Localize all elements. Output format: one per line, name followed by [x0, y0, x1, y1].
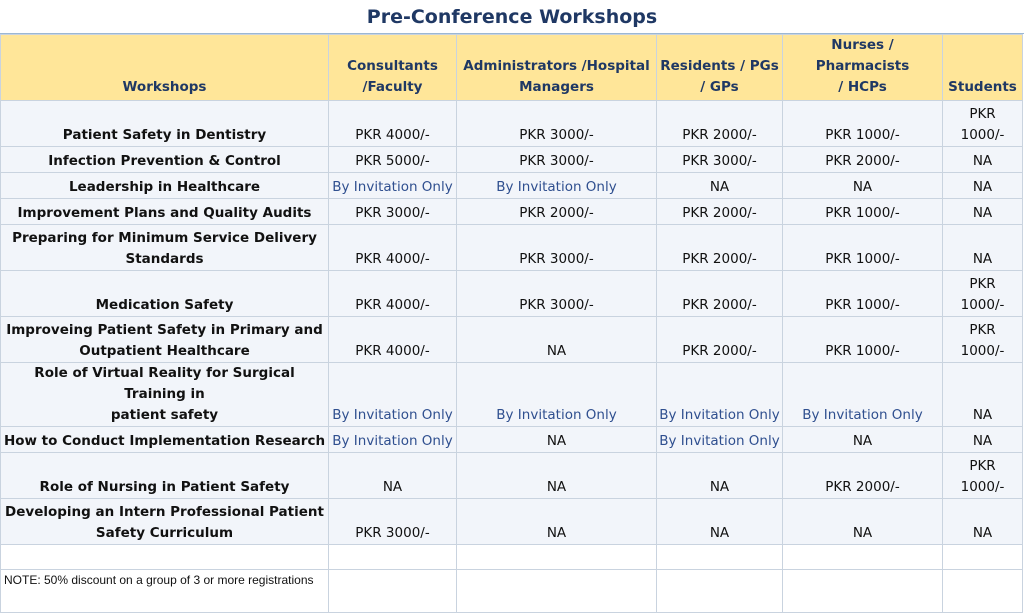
students-fee-line: PKR	[969, 322, 996, 338]
administrators-fee-cell[interactable]: NA	[457, 499, 657, 545]
students-fee-cell[interactable]	[943, 427, 1023, 453]
workshop-name-cell[interactable]	[1, 199, 329, 225]
discount-note[interactable]: NOTE: 50% discount on a group of 3 or more registrations	[1, 570, 329, 613]
students-fee-line: 1000/-	[960, 127, 1005, 143]
header-row	[1, 35, 1023, 101]
students-fee-cell[interactable]	[943, 173, 1023, 199]
administrators-fee-cell[interactable]: NA	[457, 317, 657, 363]
page-title: Pre-Conference Workshops	[0, 0, 1024, 34]
nurses-fee-cell[interactable]: NA	[783, 427, 943, 453]
students-fee-cell[interactable]	[943, 101, 1023, 147]
consultants-fee-cell[interactable]: By Invitation Only	[329, 173, 457, 199]
cell[interactable]	[329, 570, 457, 613]
students-fee-cell[interactable]	[943, 147, 1023, 173]
workshop-fee-table	[0, 34, 1023, 613]
table-row	[1, 199, 1023, 225]
header-nurses: Nurses / Pharmacists / HCPs	[783, 35, 943, 101]
residents-fee-cell[interactable]: NA	[657, 173, 783, 199]
nurses-fee-cell[interactable]: PKR 1000/-	[783, 317, 943, 363]
consultants-fee-cell[interactable]: PKR 4000/-	[329, 225, 457, 271]
students-fee-line: 1000/-	[960, 297, 1005, 313]
workshop-name-line: How to Conduct Implementation Research	[3, 433, 326, 449]
residents-fee-cell[interactable]: By Invitation Only	[657, 363, 783, 427]
students-fee-line: NA	[972, 179, 993, 195]
students-fee-line: PKR	[969, 458, 996, 474]
students-fee-line: 1000/-	[960, 343, 1005, 359]
residents-fee-cell[interactable]: PKR 2000/-	[657, 199, 783, 225]
students-fee-line: NA	[972, 153, 993, 169]
workshop-name-line: Role of Virtual Reality for Surgical Training in	[34, 365, 295, 402]
header-students: Students	[943, 35, 1023, 101]
workshop-name-cell[interactable]	[1, 363, 329, 427]
table-body	[1, 101, 1023, 545]
workshop-name-line: Outpatient Healthcare	[79, 343, 250, 359]
table-row	[1, 453, 1023, 499]
nurses-fee-cell[interactable]: PKR 2000/-	[783, 147, 943, 173]
workshop-name-line: patient safety	[110, 407, 219, 423]
students-fee-line: PKR	[969, 276, 996, 292]
cell[interactable]	[657, 545, 783, 570]
consultants-fee-cell[interactable]: PKR 4000/-	[329, 101, 457, 147]
workshop-name-line: Improvement Plans and Quality Audits	[17, 205, 312, 221]
residents-fee-cell[interactable]: PKR 2000/-	[657, 317, 783, 363]
cell[interactable]	[783, 545, 943, 570]
cell[interactable]	[457, 570, 657, 613]
table-row	[1, 363, 1023, 427]
students-fee-line: NA	[972, 205, 993, 221]
students-fee-cell[interactable]	[943, 499, 1023, 545]
workshop-name-cell[interactable]	[1, 499, 329, 545]
cell[interactable]	[943, 570, 1023, 613]
students-fee-cell[interactable]	[943, 199, 1023, 225]
workshop-name-cell[interactable]	[1, 427, 329, 453]
nurses-fee-cell[interactable]: PKR 1000/-	[783, 271, 943, 317]
residents-fee-cell[interactable]: By Invitation Only	[657, 427, 783, 453]
workshop-name-line: Safety Curriculum	[95, 525, 234, 541]
nurses-fee-cell[interactable]: By Invitation Only	[783, 363, 943, 427]
table-row	[1, 173, 1023, 199]
consultants-fee-cell[interactable]: PKR 5000/-	[329, 147, 457, 173]
workshop-name-cell[interactable]	[1, 225, 329, 271]
residents-fee-cell[interactable]: NA	[657, 499, 783, 545]
consultants-fee-cell[interactable]: By Invitation Only	[329, 427, 457, 453]
nurses-fee-cell[interactable]: NA	[783, 499, 943, 545]
cell[interactable]	[1, 545, 329, 570]
consultants-fee-cell[interactable]: PKR 4000/-	[329, 271, 457, 317]
workshop-name-line: Leadership in Healthcare	[68, 179, 261, 195]
students-fee-line: 1000/-	[960, 479, 1005, 495]
workshop-name-cell[interactable]	[1, 101, 329, 147]
students-fee-line: NA	[972, 525, 993, 541]
table-row	[1, 271, 1023, 317]
table-row	[1, 147, 1023, 173]
students-fee-cell[interactable]	[943, 271, 1023, 317]
cell[interactable]	[943, 545, 1023, 570]
workshop-name-cell[interactable]	[1, 173, 329, 199]
table-row	[1, 225, 1023, 271]
workshop-name-line: Improveing Patient Safety in Primary and	[6, 322, 323, 338]
nurses-fee-cell[interactable]: PKR 2000/-	[783, 453, 943, 499]
workshop-name-line: Preparing for Minimum Service Delivery	[12, 230, 317, 246]
note-row	[1, 570, 1023, 613]
residents-fee-cell[interactable]: PKR 3000/-	[657, 147, 783, 173]
cell[interactable]	[457, 545, 657, 570]
residents-fee-cell[interactable]: PKR 2000/-	[657, 271, 783, 317]
workshop-name-line: Developing an Intern Professional Patient	[5, 504, 324, 520]
table-row	[1, 427, 1023, 453]
administrators-fee-cell[interactable]: PKR 3000/-	[457, 101, 657, 147]
header-administrators: Administrators /Hospital Managers	[457, 35, 657, 101]
administrators-fee-cell[interactable]: NA	[457, 427, 657, 453]
residents-fee-cell[interactable]: NA	[657, 453, 783, 499]
header-residents: Residents / PGs / GPs	[657, 35, 783, 101]
header-workshops: Workshops	[1, 35, 329, 101]
consultants-fee-cell[interactable]: PKR 3000/-	[329, 199, 457, 225]
administrators-fee-cell[interactable]: PKR 3000/-	[457, 147, 657, 173]
consultants-fee-cell[interactable]: PKR 4000/-	[329, 317, 457, 363]
cell[interactable]	[329, 545, 457, 570]
nurses-fee-cell[interactable]: PKR 1000/-	[783, 225, 943, 271]
workshop-name-cell[interactable]	[1, 147, 329, 173]
header-consultants: Consultants /Faculty	[329, 35, 457, 101]
consultants-fee-cell[interactable]: NA	[329, 453, 457, 499]
workshop-name-line: Infection Prevention & Control	[48, 153, 281, 169]
students-fee-cell[interactable]	[943, 225, 1023, 271]
workshop-name-cell[interactable]	[1, 271, 329, 317]
students-fee-line: NA	[972, 407, 993, 423]
table-row	[1, 101, 1023, 147]
students-fee-cell[interactable]	[943, 317, 1023, 363]
students-fee-line: PKR	[969, 106, 996, 122]
consultants-fee-cell[interactable]: By Invitation Only	[329, 363, 457, 427]
students-fee-line: NA	[972, 433, 993, 449]
table-row	[1, 317, 1023, 363]
consultants-fee-cell[interactable]: PKR 3000/-	[329, 499, 457, 545]
residents-fee-cell[interactable]: PKR 2000/-	[657, 225, 783, 271]
administrators-fee-cell[interactable]: By Invitation Only	[457, 363, 657, 427]
workshop-name-line: Patient Safety in Dentistry	[62, 127, 267, 143]
workshop-name-line: Medication Safety	[95, 297, 234, 313]
nurses-fee-cell[interactable]: NA	[783, 173, 943, 199]
nurses-fee-cell[interactable]: PKR 1000/-	[783, 101, 943, 147]
cell[interactable]	[783, 570, 943, 613]
administrators-fee-cell[interactable]: PKR 3000/-	[457, 271, 657, 317]
workshop-name-line: Role of Nursing in Patient Safety	[39, 479, 290, 495]
administrators-fee-cell[interactable]: By Invitation Only	[457, 173, 657, 199]
students-fee-cell[interactable]	[943, 453, 1023, 499]
workshop-name-cell[interactable]	[1, 453, 329, 499]
nurses-fee-cell[interactable]: PKR 1000/-	[783, 199, 943, 225]
blank-row	[1, 545, 1023, 570]
workshop-name-line: Standards	[125, 251, 204, 267]
table-row	[1, 499, 1023, 545]
administrators-fee-cell[interactable]: PKR 3000/-	[457, 225, 657, 271]
cell[interactable]	[657, 570, 783, 613]
workshop-name-cell[interactable]	[1, 317, 329, 363]
administrators-fee-cell[interactable]: PKR 2000/-	[457, 199, 657, 225]
students-fee-cell[interactable]	[943, 363, 1023, 427]
administrators-fee-cell[interactable]: NA	[457, 453, 657, 499]
students-fee-line: NA	[972, 251, 993, 267]
residents-fee-cell[interactable]: PKR 2000/-	[657, 101, 783, 147]
